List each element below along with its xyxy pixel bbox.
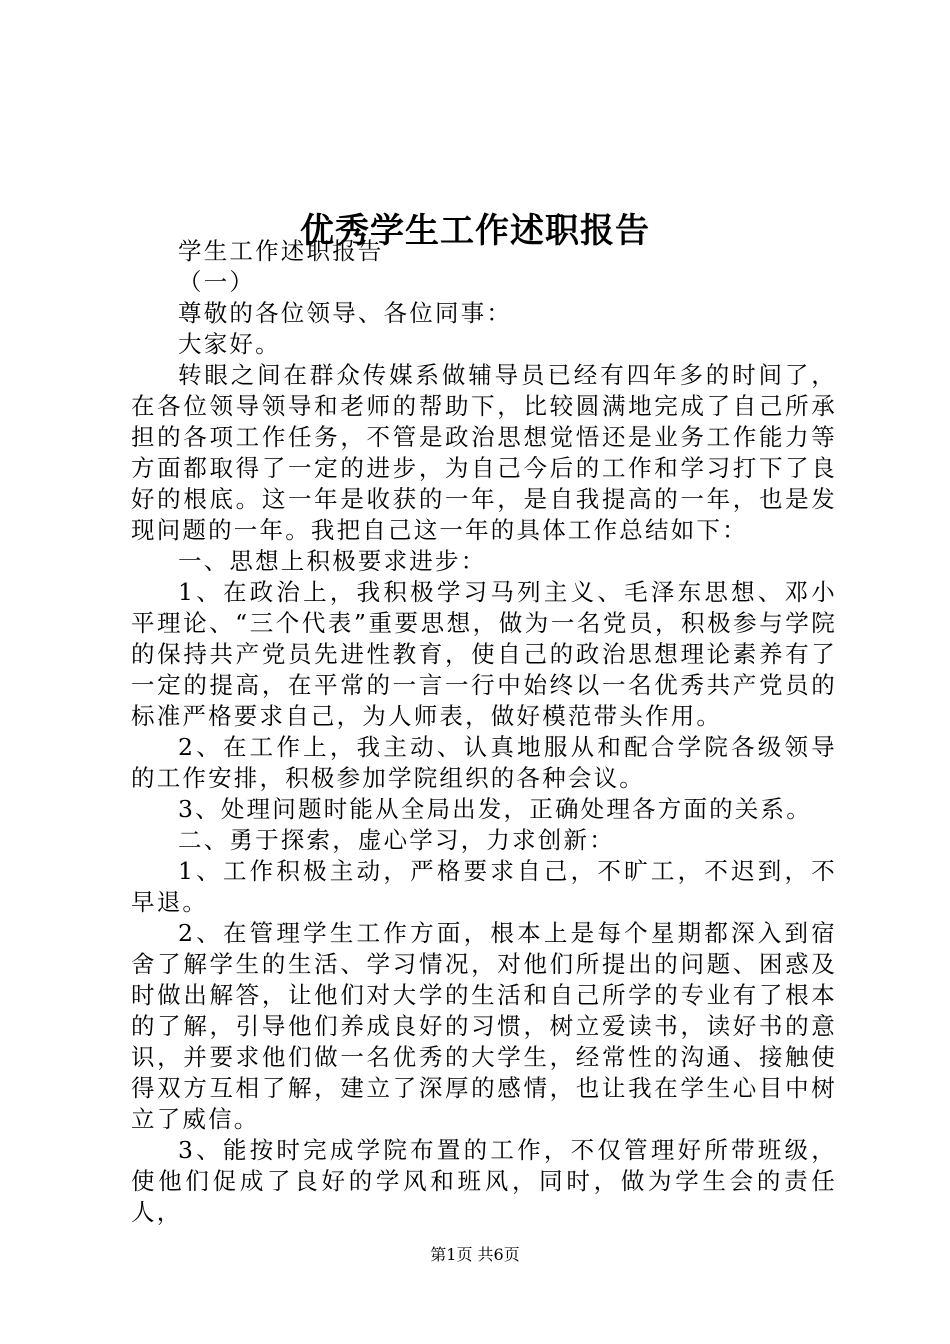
paragraph-item: 2、在管理学生工作方面，根本上是每个星期都深入到宿舍了解学生的生活、学习情况，对他们所提出的问题、困惑及时做出解答，让他们对大学的生活和自己所学的专业有了根本的了解，引导他们养成良好的习惯，树立爱读书，读好书的意识，并要求他们做一名优秀的大学生，经常性的沟通、接触使得双方互相了解，建立了深厚的感情，也让我在学生心目中树立了威信。	[131, 919, 837, 1133]
paragraph-heading-2: 二、勇于探索，虚心学习，力求创新：	[178, 826, 615, 854]
paragraph-greeting: 大家好。	[178, 330, 281, 358]
document-body	[131, 236, 837, 1228]
paragraph-heading-1: 一、思想上积极要求进步：	[178, 547, 487, 575]
paragraph-item: 2、在工作上，我主动、认真地服从和配合学院各级领导的工作安排，积极参加学院组织的各种会议。	[131, 733, 837, 792]
paragraph-subtitle: 学生工作述职报告	[178, 237, 384, 265]
page-footer: 第1页 共6页	[430, 1245, 520, 1264]
paragraph-item: 3、处理问题时能从全局出发，正确处理各方面的关系。	[178, 795, 812, 823]
paragraph-intro: 转眼之间在群众传媒系做辅导员已经有四年多的时间了，在各位领导领导和老师的帮助下，比较圆满地完成了自己所承担的各项工作任务，不管是政治思想觉悟还是业务工作能力等方面都取得了一定的进步，为自己今后的工作和学习打下了良好的根底。这一年是收获的一年，是自我提高的一年，也是发现问题的一年。我把自己这一年的具体工作总结如下：	[131, 361, 837, 544]
paragraph-item: 1、在政治上，我积极学习马列主义、毛泽东思想、邓小平理论、“三个代表”重要思想，做为一名党员，积极参与学院的保持共产党员先进性教育，使自己的政治思想理论素养有了一定的提高，在平常的一言一行中始终以一名优秀共产党员的标准严格要求自己，为人师表，做好模范带头作用。	[131, 578, 837, 730]
document-title: 优秀学生工作述职报告	[300, 210, 650, 251]
paragraph-item: 1、工作积极主动，严格要求自己，不旷工，不迟到，不早退。	[131, 857, 837, 916]
paragraph-salutation: 尊敬的各位领导、各位同事：	[178, 299, 513, 327]
paragraph-item: 3、能按时完成学院布置的工作，不仅管理好所带班级，使他们促成了良好的学风和班风，同时，做为学生会的责任人，	[131, 1136, 837, 1226]
paragraph-section-number: （一）	[178, 268, 256, 296]
